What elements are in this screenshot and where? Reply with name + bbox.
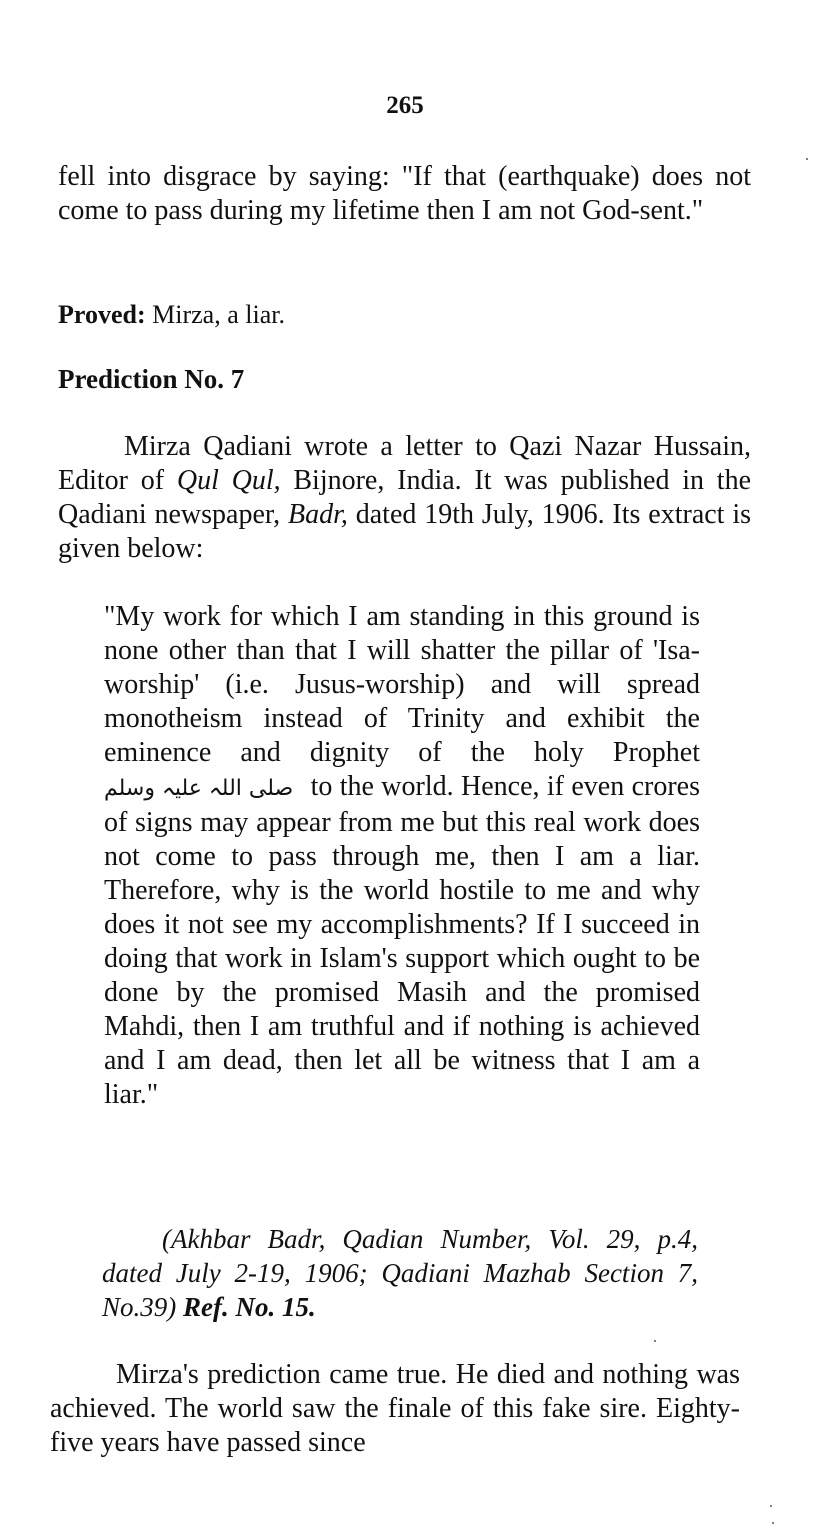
scan-speck [770,1505,772,1507]
citation [102,1222,698,1324]
arabic-honorific: صلی اللہ علیہ وسلم [104,776,294,801]
proved-label: Proved: [58,300,146,329]
proved-line [58,298,751,332]
scan-speck [654,1340,656,1342]
scan-speck [806,158,808,160]
opening-paragraph: fell into disgrace by saying: "If that (earthquake) does not come to pass during my lifetime then I am not God-sent." [58,161,751,226]
intro-paragraph [58,430,751,566]
proved-text: Mirza, a liar. [145,300,285,329]
intro-text-2: Bijnore, India. It was published in the Qadiani newspaper, [58,465,751,530]
newspaper-name-badr: Badr, [287,499,348,530]
citation-text: (Akhbar Badr, Qadian Number, Vol. 29, p.4, dated July 2-19, 1906; Qadiani Mazhab Section 7, No.39) [102,1224,698,1322]
intro-text-3: dated 19th July, 1906. Its extract is given below: [58,499,751,564]
page-number: 265 [386,92,424,119]
block-quote [104,600,700,1112]
section-heading: Prediction No. 7 [58,364,245,394]
intro-text-1: Mirza Qadiani wrote a letter to Qazi Nazar Hussain, Editor of [58,431,751,496]
quote-text-1: "My work for which I am standing in this ground is none other than that I will shatter the pillar of 'Isa-worship' (i.e. Jusus-worship) and will spread monotheism instead of Trinity and exhibit the eminence and dignity of the holy Prophet [104,601,700,768]
quote-text-2: to the world. Hence, if even crores of signs may appear from me but this real work does not come to pass through me, then I am a liar. Therefore, why is the world hostile to me and why does it not see my accomplishments? If I succeed in doing that work in Islam's support which ought to be done by the promised Masih and the promised Mahdi, then I am truthful and if nothing is achieved and I am dead, then let all be witness that I am a liar." [104,771,700,1110]
scan-speck [772,1522,774,1524]
reference-number: Ref. No. 15. [183,1292,316,1322]
newspaper-name-qul-qul: Qul Qul, [176,465,281,496]
closing-paragraph: Mirza's prediction came true. He died and nothing was achieved. The world saw the finale of this fake sire. Eighty-five years have passed since [50,1359,740,1458]
